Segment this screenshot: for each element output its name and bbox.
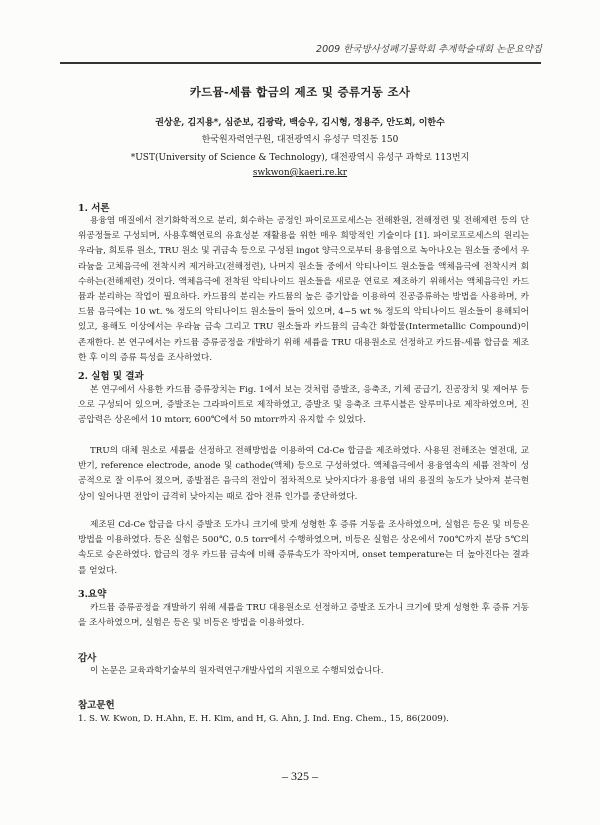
ack-paragraph: 이 논문은 교육과학기술부의 원자력연구개발사업의 지원으로 수행되었습니다. [90, 666, 384, 676]
page-number: – 325 – [282, 769, 318, 783]
affiliation-1: 한국원자력연구원, 대전광역시 유성구 덕진동 150 [201, 135, 399, 145]
experiment-paragraph-3: 제조된 Cd-Ce 합금을 다시 증발조 도가니 크기에 맞게 성형한 후 증류 거동을 조사하였으며, 실험은 등온 및 비등온 방법을 이용하였다. 등온 실험은 500℃, 0.5 torr에서 수행하였으며, 비등온 실험은 상온에서 700℃까지 분당 5℃의 속도로 승온하였다. 합금의 경우 카드뮴 금속에 비해 증류속도가 작아지며, onset temperature는 더 높아진다는 결과를 얻었다. [78, 520, 529, 576]
section-references-title: 참고문헌 [78, 700, 115, 711]
summary-paragraph: 카드뮴 증류공정을 개발하기 위해 세륨을 TRU 대용원소로 선정하고 증발조 도가니 크기에 맞게 성형한 후 증류 거동을 조사하였으며, 실험은 등온 및 비등온 방법을 이용하였다. [78, 603, 529, 629]
section-experiment-title: 2. 실험 및 결과 [78, 371, 144, 382]
affiliation-2: *UST(University of Science & Technology), 대전광역시 유성구 과학로 113번지 [130, 153, 470, 163]
experiment-paragraph-2: TRU의 대체 원소로 세륨을 선정하고 전해방법을 이용하여 Cd-Ce 합금을 제조하였다. 사용된 전해조는 열전대, 교반기, reference electrode, anode 및 cathode(액체) 등으로 구성하였다. 액체음극에서 용융염속의 세륨 전착이 성공적으로 잘 이루어 졌으며, 종발점은 음극의 전압이 점차적으로 낮아지다가 용융염 내의 용질의 농도가 낮아져 분극현상이 일어나면 전압이 급격히 낮아지는 때로 잡아 전류 인가를 중단하였다. [78, 446, 529, 502]
paper-title: 카드뮴-세륨 합금의 제조 및 증류거동 조사 [189, 85, 411, 99]
author-list: 권상운, 김지용*, 심준보, 김광락, 백승우, 김시형, 정용주, 안도희, 이한수 [155, 118, 445, 128]
intro-paragraph: 용융염 매질에서 전기화학적으로 분리, 회수하는 공정인 파이로프로세스는 전해환원, 전해정련 및 전해제련 등의 단위공정들로 구성되며, 사용후핵연료의 유효성분 재활용을 위한 매우 희망적인 기술이다 [1]. 파이로프로세스의 원리는 우라늄, 희토류 원소, TRU 원소 및 귀금속 등으로 구성된 ingot 양극으로부터 용융염으로 녹아나오는 원소들 중에서 우라늄을 고체음극에 전착시켜 제거하고(전해정련), 나머지 원소들 중에서 악티나이드 원소들을 액체음극에 전착시켜 회수하는(전해제련) 것이다. 액체음극에 전착된 악티나이드 원소들을 새로운 연료로 제조하기 위해서는 액체음극인 카드뮴과 분리하는 작업이 필요하다. 카드뮴의 분리는 카드뮴의 높은 증기압을 이용하여 진공증류하는 방법을 사용하며, 카드뮴 음극에는 10 wt. % 정도의 악티나이드 원소들이 들어 있으며, 4~5 wt % 정도의 악티나이드 원소들이 용해되어 있고, 용해도 이상에서는 우라늄 금속 그리고 TRU 원소들과 카드뮴의 금속간 화합물(Intermetallic Compound)이 존재한다. 본 연구에서는 카드뮴 증류공정을 개발하기 위해 세륨을 TRU 대용원소로 선정하고 카드뮴-세륨 합금을 제조한 후 이의 증류 특성을 조사하였다. [78, 216, 529, 363]
section-summary-title: 3.요약 [78, 589, 107, 600]
reference-1: 1. S. W. Kwon, D. H.Ahn, E. H. Kim, and H, G. Ahn, J. Ind. Eng. Chem., 15, 86(2009). [78, 714, 449, 724]
header-rule [60, 62, 541, 64]
section-ack-title: 감사 [78, 653, 97, 664]
experiment-paragraph-1: 본 연구에서 사용한 카드뮴 증류장치는 Fig. 1에서 보는 것처럼 증발조, 응축조, 기체 공급기, 진공장치 및 제어부 등으로 구성되어 있으며, 증발조는 그라파이트로 제작하였고, 증발조 및 응축조 크루시블은 알루미나로 제작하였으며, 진공압력은 상온에서 10 mtorr, 600℃에서 50 mtorr까지 유지할 수 있었다. [78, 385, 529, 426]
contact-email[interactable]: swkwon@kaeri.re.kr [252, 168, 348, 178]
conference-header: 2009 한국방사성폐기물학회 추계학술대회 논문요약집 [316, 44, 542, 55]
section-intro-title: 1. 서론 [78, 203, 110, 214]
